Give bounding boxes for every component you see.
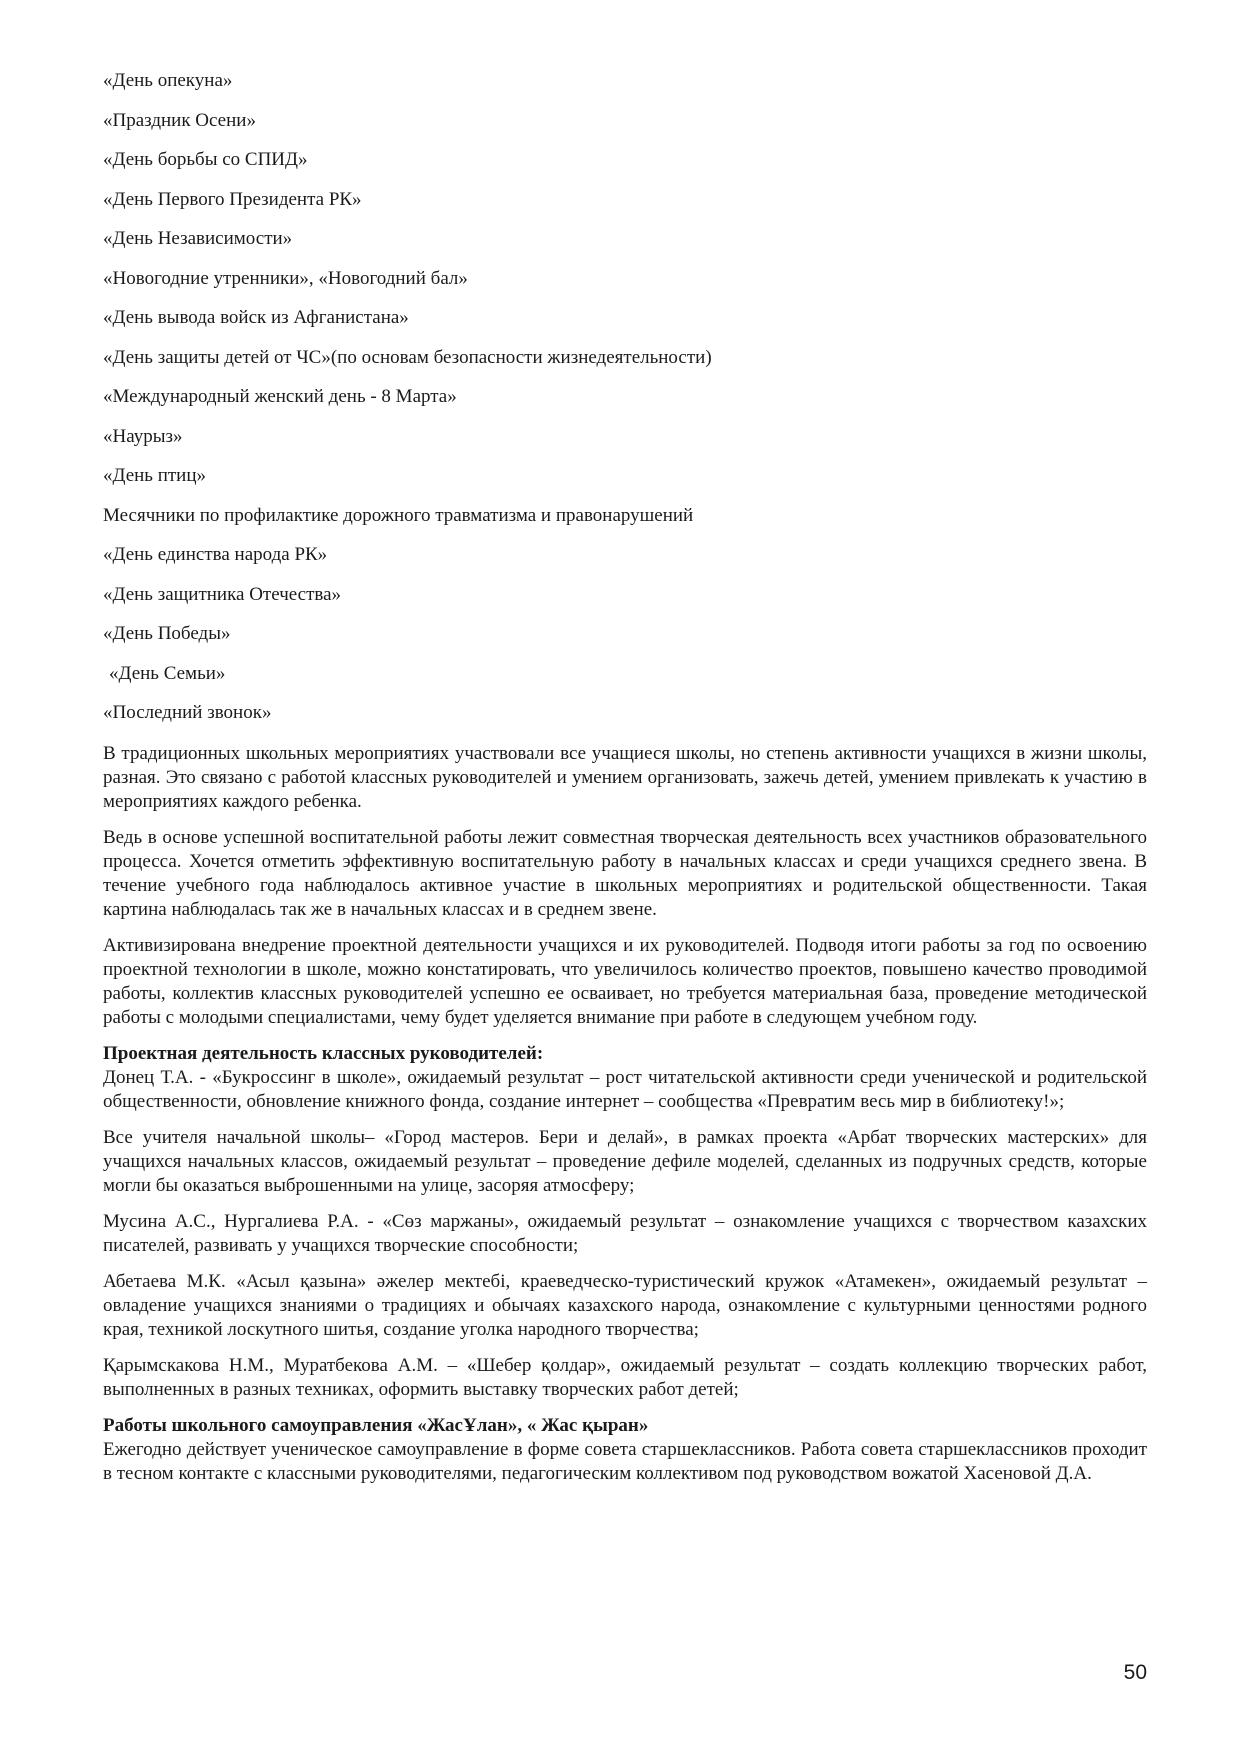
events-list xyxy=(103,70,1147,724)
event-item: Месячники по профилактике дорожного травматизма и правонарушений xyxy=(103,504,694,526)
project-item: Все учителя начальной школы– «Город мастеров. Бери и делай», в рамках проекта «Арбат творческих мастерских» для учащихся начальных классов, ожидаемый результат – проведение дефиле моделей, сделанных из подручных средств, которые могли бы оказаться выброшенными на улице, засоряя атмосферу; xyxy=(103,1126,1147,1196)
event-item: «День Семьи» xyxy=(109,662,226,684)
page-number: 50 xyxy=(1123,1661,1147,1684)
event-item: «День птиц» xyxy=(103,465,207,486)
project-item: Абетаева М.К. «Асыл қазына» әжелер мектебі, краеведческо-туристический кружок «Атамекен», ожидаемый результат – овладение учащихся знаниями о традициях и обычаях казахского народа, ознакомление с культурными ценностями родного края, техникой лоскутного шитья, создание уголка народного творчества; xyxy=(103,1270,1147,1340)
event-item: «День единства народа РК» xyxy=(103,544,328,565)
event-item: «Новогодние утренники», «Новогодний бал» xyxy=(103,267,468,289)
self-government-section xyxy=(103,1414,1147,1486)
document-page xyxy=(103,70,1147,1498)
paragraph-educational-work: Ведь в основе успешной воспитательной работы лежит совместная творческая деятельность всех участников образовательного процесса. Хочется отметить эффективную воспитательную работу в начальных классах и среди учащихся среднего звена. В течение учебного года наблюдалось активное участие в школьных мероприятиях и родительской общественности. Такая картина наблюдалась так же в начальных классах и в среднем звене. xyxy=(103,826,1147,920)
self-government-heading: Работы школьного самоуправления «ЖасҰлан», « Жас қыран» xyxy=(103,1414,649,1436)
event-item: «День Независимости» xyxy=(103,228,293,249)
event-item: «День борьбы со СПИД» xyxy=(103,149,308,170)
event-item: «День вывода войск из Афганистана» xyxy=(103,307,409,328)
event-item: «День Победы» xyxy=(103,623,231,644)
projects-section xyxy=(103,1042,1147,1402)
event-item: «Международный женский день - 8 Марта» xyxy=(103,386,457,407)
event-item: «День Первого Президента РК» xyxy=(103,188,362,210)
project-item: Мусина А.С., Нургалиева Р.А. - «Сөз маржаны», ожидаемый результат – ознакомление учащихся с творчеством казахских писателей, развивать у учащихся творческие способности; xyxy=(103,1210,1147,1256)
project-item: Қарымскакова Н.М., Муратбекова А.М. – «Шебер қолдар», ожидаемый результат – создать коллекцию творческих работ, выполненных в разных техниках, оформить выставку творческих работ детей; xyxy=(103,1354,1147,1400)
project-item: Донец Т.А. - «Букроссинг в школе», ожидаемый результат – рост читательской активности среди ученической и родительской общественности, обновление книжного фонда, создание интернет – сообщества «Превратим весь мир в библиотеку!»; xyxy=(103,1066,1147,1112)
event-item: «День защитника Отечества» xyxy=(103,583,342,605)
event-item: «День опекуна» xyxy=(103,70,233,91)
event-item: «Наурыз» xyxy=(103,425,183,447)
event-item: «Праздник Осени» xyxy=(103,109,256,131)
event-item: «Последний звонок» xyxy=(103,702,272,723)
paragraph-participation: В традиционных школьных мероприятиях участвовали все учащиеся школы, но степень активности учащихся в жизни школы, разная. Это связано с работой классных руководителей и умением организовать, зажечь детей, умением привлекать к участию в мероприятиях каждого ребенка. xyxy=(103,742,1147,812)
event-item: «День защиты детей от ЧС»(по основам безопасности жизнедеятельности) xyxy=(103,346,712,368)
self-government-text: Ежегодно действует ученическое самоуправление в форме совета старшеклассников. Работа совета старшеклассников проходит в тесном контакте с классными руководителями, педагогическим коллективом под руководством вожатой Хасеновой Д.А. xyxy=(103,1438,1147,1484)
projects-heading: Проектная деятельность классных руководителей: xyxy=(103,1042,544,1064)
paragraph-project-activity: Активизирована внедрение проектной деятельности учащихся и их руководителей. Подводя итоги работы за год по освоению проектной технологии в школе, можно констатировать, что увеличилось количество проектов, повышено качество проводимой работы, коллектив классных руководителей успешно ее осваивает, но требуется материальная база, проведение методической работы с молодыми специалистами, чему будет уделяется внимание при работе в следующем учебном году. xyxy=(103,934,1147,1028)
